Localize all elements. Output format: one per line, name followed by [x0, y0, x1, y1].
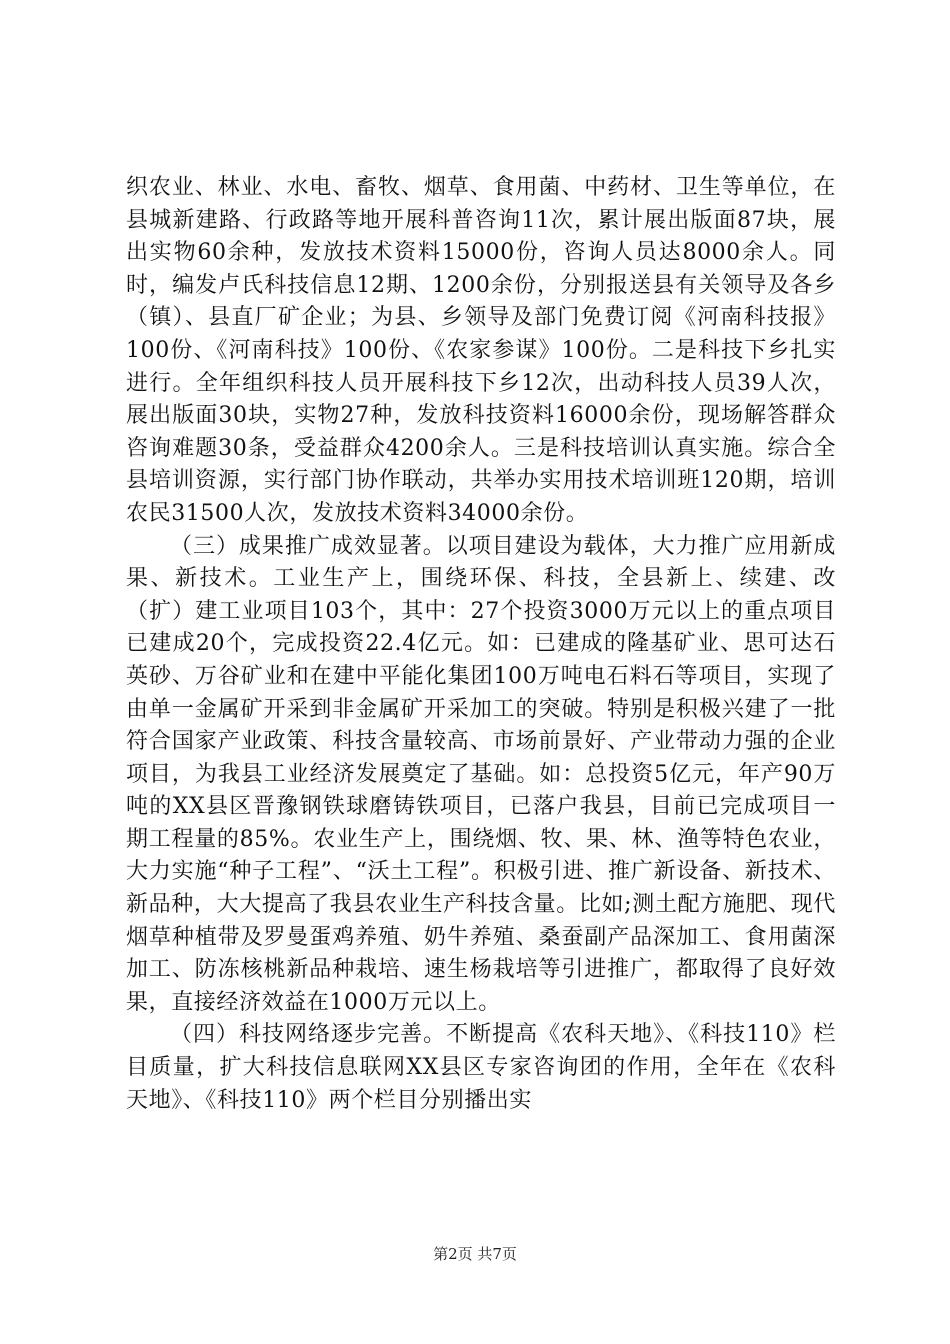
paragraph-science-outreach: 织农业、林业、水电、畜牧、烟草、食用菌、中药材、卫生等单位，在县城新建路、行政路等地开展科普咨询11次，累计展出版面87块，展出实物60余种，发放技术资料15000份，咨询人员达8000余人。同时，编发卢氏科技信息12期、1200余份，分别报送县有关领导及各乡（镇）、县直厂矿企业；为县、乡领导及部门免费订阅《河南科技报》100份、《河南科技》100份、《农家参谋》100份。二是科技下乡扎实进行。全年组织科技人员开展科技下乡12次，出动科技人员39人次，展出版面30块，实物27种，发放科技资料16000余份，现场解答群众咨询难题30条，受益群众4200余人。三是科技培训认真实施。综合全县培训资源，实行部门协作联动，共举办实用技术培训班120期，培训农民31500人次，发放技术资料34000余份。 [126, 175, 836, 526]
paragraph-achievement-promotion: （三）成果推广成效显著。以项目建设为载体，大力推广应用新成果、新技术。工业生产上，围绕环保、科技，全县新上、续建、改（扩）建工业项目103个，其中：27个投资3000万元以上的重点项目已建成20个，完成投资22.4亿元。如：已建成的隆基矿业、思可达石英砂、万谷矿业和在建中平能化集团100万吨电石料石等项目，实现了由单一金属矿开采到非金属矿开采加工的突破。特别是积极兴建了一批符合国家产业政策、科技含量较高、市场前景好、产业带动力强的企业项目，为我县工业经济发展奠定了基础。如：总投资5亿元，年产90万吨的XX县区晋豫钢铁球磨铸铁项目，已落户我县，目前已完成项目一期工程量的85%。农业生产上，围绕烟、牧、果、林、渔等特色农业，大力实施“种子工程”、“沃土工程”。积极引进、推广新设备、新技术、新品种，大大提高了我县农业生产科技含量。比如;测土配方施肥、现代烟草种植带及罗曼蛋鸡养殖、奶牛养殖、桑蚕副产品深加工、食用菌深加工、防冻核桃新品种栽培、速生杨栽培等引进推广，都取得了良好效果，直接经济效益在1000万元以上。 [126, 533, 836, 1015]
paragraph-tech-network: （四）科技网络逐步完善。不断提高《农科天地》、《科技110》栏目质量，扩大科技信息联网XX县区专家咨询团的作用，全年在《农科天地》、《科技110》两个栏目分别播出实 [126, 1022, 836, 1113]
document-body [126, 172, 836, 1117]
page-number-footer: 第2页 共7页 [433, 1245, 517, 1263]
